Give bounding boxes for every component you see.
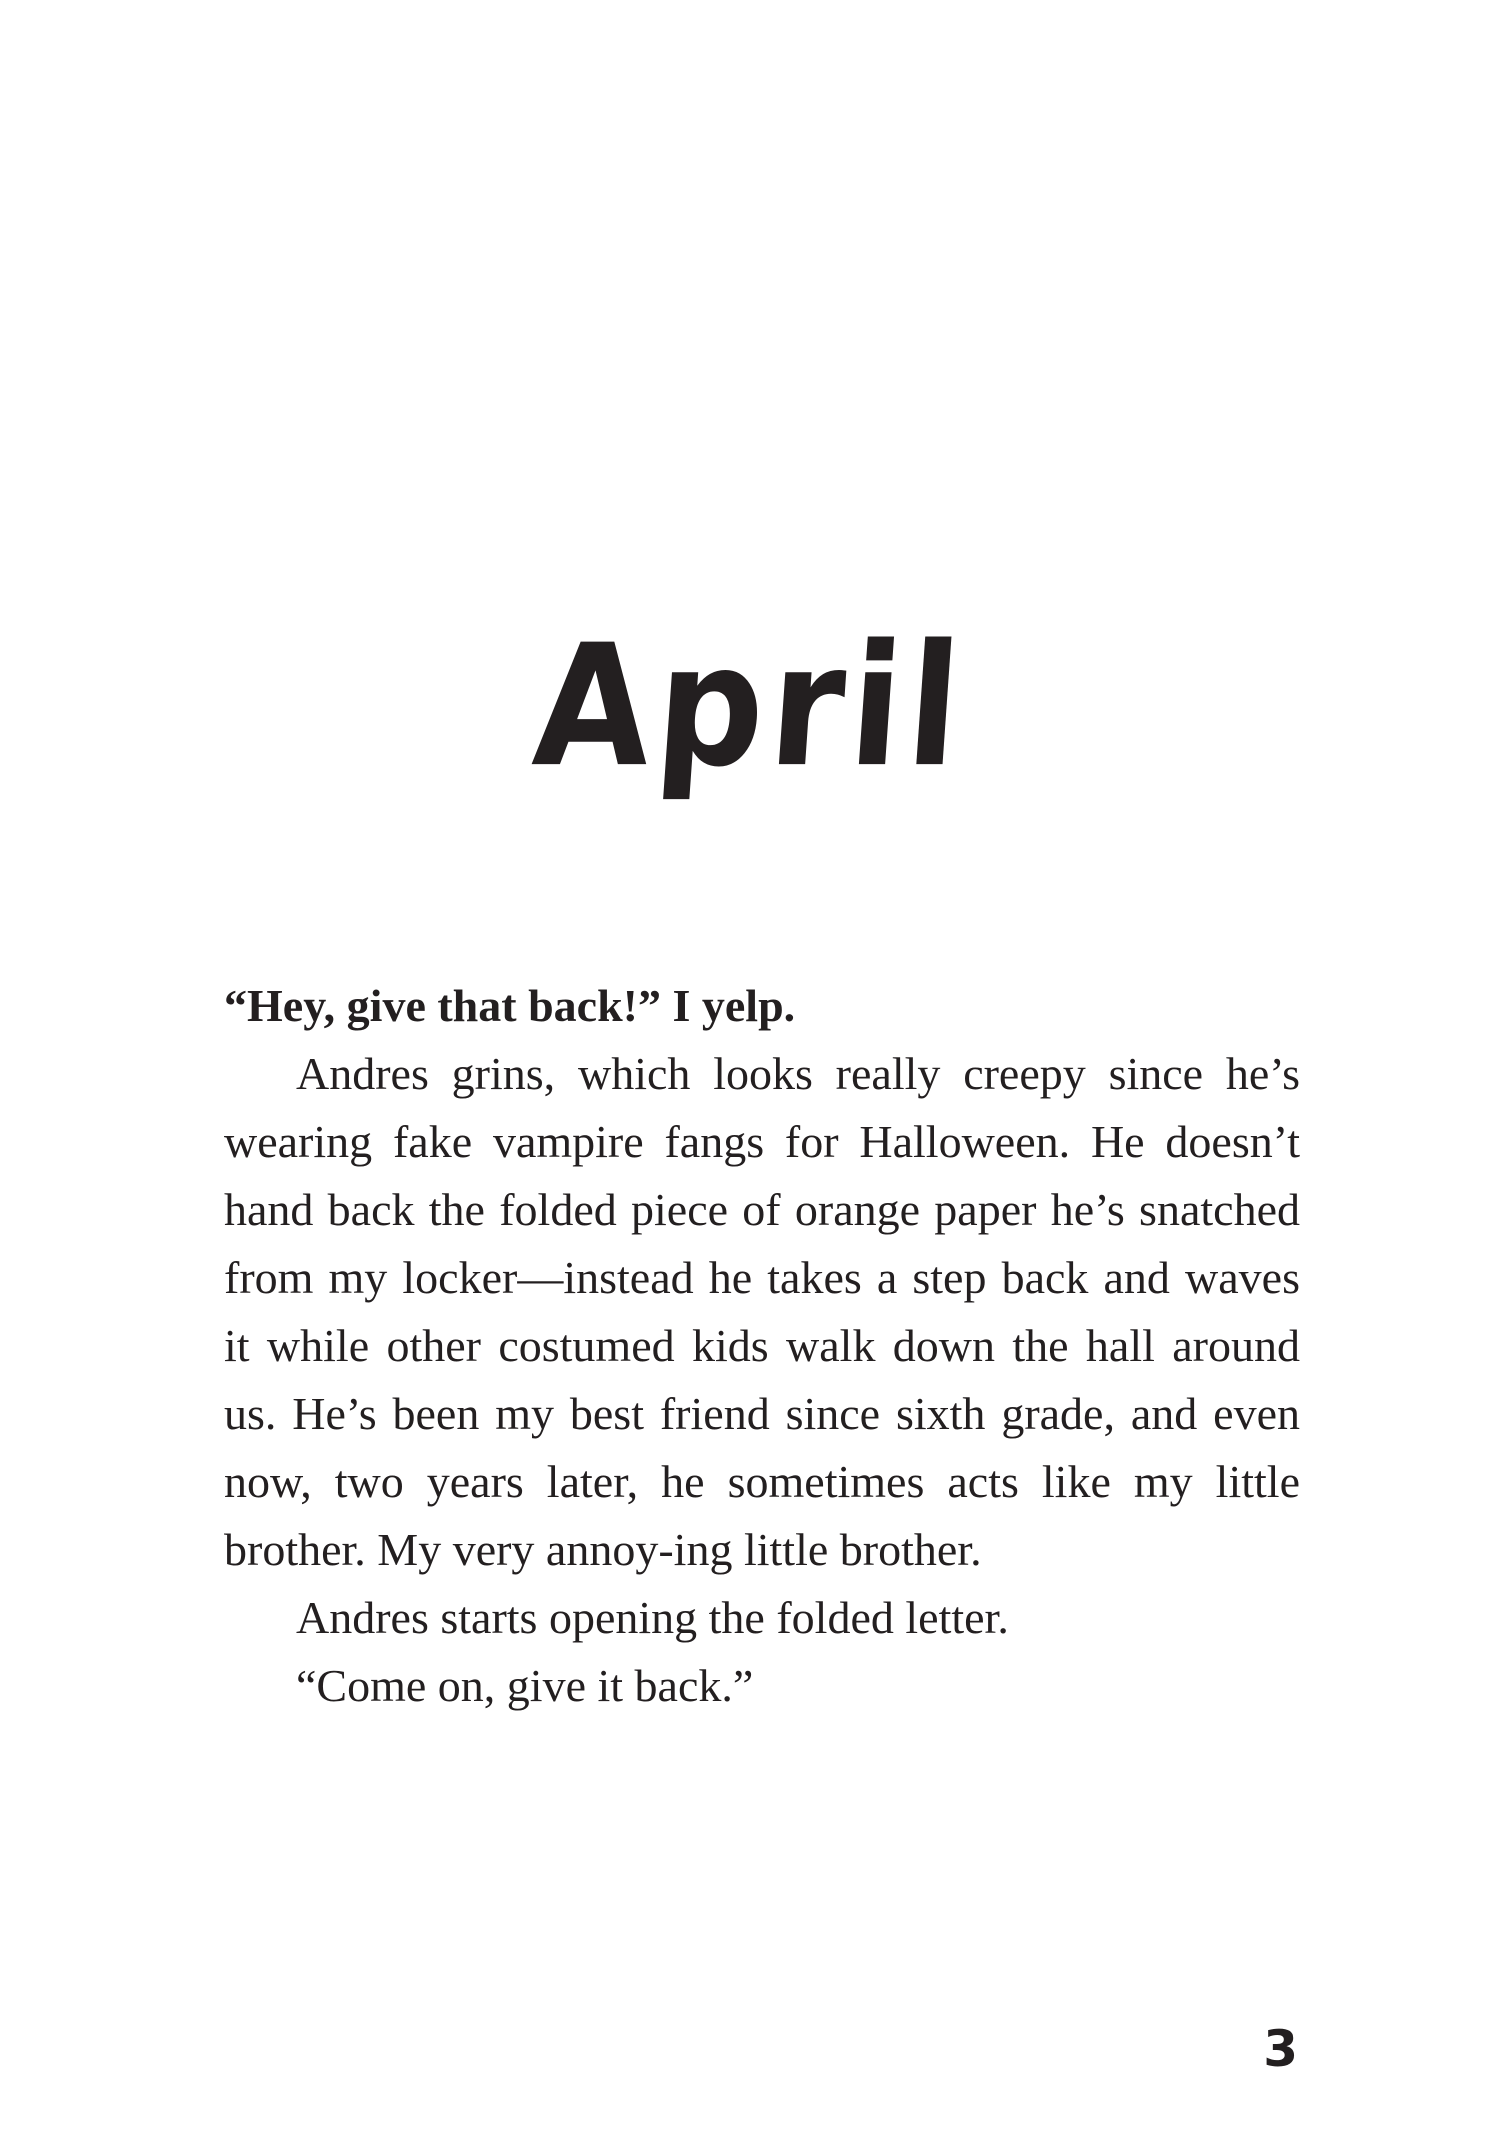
page-number: 3 xyxy=(1263,2020,1298,2078)
chapter-title: April xyxy=(528,609,972,805)
paragraph: Andres starts opening the folded letter. xyxy=(296,1592,1009,1643)
paragraph: Andres grins, which looks really creepy since he’s wearing fake vampire fangs for Halloween. He doesn’t hand back the folded piece of orange paper he’s snatched from my locker—instead he takes a step back and waves it while other costumed kids walk down the hall around us. He’s been my best friend since sixth grade, and even now, two years later, he sometimes acts like my little brother. My very annoy-ing little brother. xyxy=(224,1048,1300,1575)
chapter-body xyxy=(224,972,1300,1720)
opening-line: “Hey, give that back!” I yelp. xyxy=(224,980,796,1031)
paragraph: “Come on, give it back.” xyxy=(296,1660,754,1711)
